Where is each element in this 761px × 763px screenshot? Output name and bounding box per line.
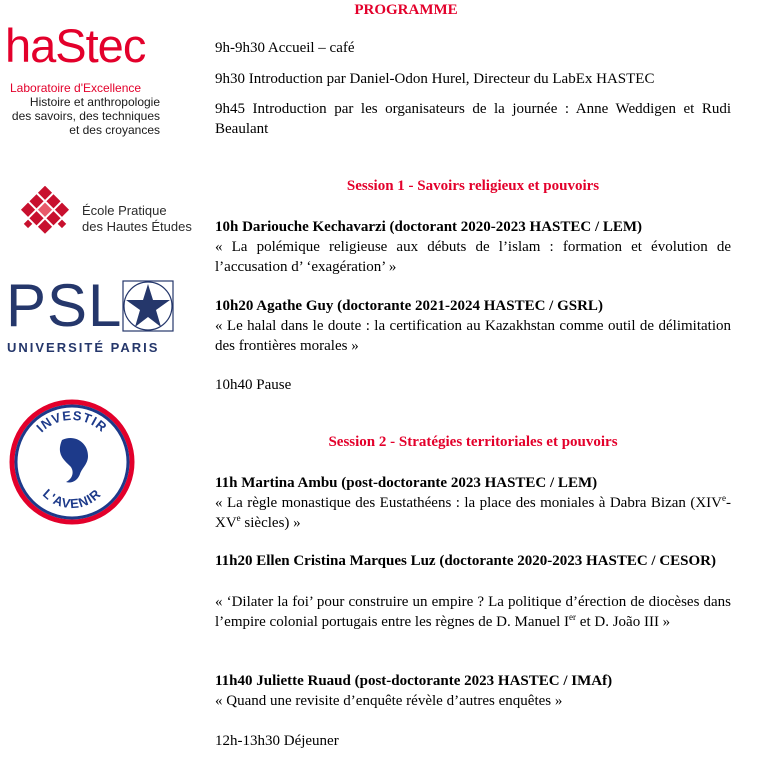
talk-speaker: 10h Dariouche Kechavarzi (doctorant 2020-2023 HASTEC / LEM) [215,219,643,235]
talk-title: « ‘Dilater la foi’ pour construire un empire ? La politique d’érection de diocèses dans l’empire colonial portugais entre les règnes de D. Manuel Ier et D. João III » [215,594,731,630]
ephe-logo-icon [17,186,73,242]
session-1-heading: Session 1 - Savoirs religieux et pouvoirs [346,178,600,194]
psl-logo: PSL [6,272,123,339]
session-2-heading: Session 2 - Stratégies territoriales et pouvoirs [328,434,618,450]
schedule-item-lunch: 12h-13h30 Déjeuner [215,733,339,749]
svg-text:INVESTIR: INVESTIR [33,407,111,436]
psl-subtitle: UNIVERSITÉ PARIS [7,340,160,355]
hastec-tagline-1: Laboratoire d'Excellence [10,81,142,95]
ephe-logo-text: École Pratique des Hautes Études [82,203,192,234]
page-title: PROGRAMME [354,2,458,18]
hastec-tagline: Histoire et anthropologie des savoirs, des techniques et des croyances [11,95,160,137]
talk-speaker: 11h Martina Ambu (post-doctorante 2023 HASTEC / LEM) [215,475,598,491]
logo-column [0,0,200,763]
talk-speaker: 10h20 Agathe Guy (doctorante 2021-2024 HASTEC / GSRL) [215,298,603,314]
talk-speaker: 11h20 Ellen Cristina Marques Luz (doctorante 2020-2023 HASTEC / CESOR) [215,553,716,569]
schedule-item-intro-director: 9h30 Introduction par Daniel-Odon Hurel, Directeur du LabEx HASTEC [215,71,655,87]
schedule-item-pause: 10h40 Pause [215,377,292,393]
schedule-item-welcome: 9h-9h30 Accueil – café [215,40,355,56]
talk-title: « La règle monastique des Eustathéens : la place des moniales à Dabra Bizan (XIVe-XVe siècles) » [215,493,731,531]
schedule-item-intro-organisers: 9h45 Introduction par les organisateurs de la journée : Anne Weddigen et Rudi Beaulant [215,101,731,137]
talk-title: « Quand une revisite d’enquête révèle d’autres enquêtes » [215,693,563,709]
talk-title: « La polémique religieuse aux débuts de l’islam : formation et évolution de l’accusation d’ ‘exagération’ » [215,239,731,275]
talk-speaker: 11h40 Juliette Ruaud (post-doctorante 2023 HASTEC / IMAf) [215,673,613,689]
hastec-logo: haStec [5,19,146,72]
psl-star-icon [122,280,174,332]
talk-title: « Le halal dans le doute : la certification au Kazakhstan comme outil de délimitation des frontières morales » [215,318,731,354]
svg-text:L'AVENIR: L'AVENIR [40,485,105,512]
investir-avenir-logo-icon [8,398,136,526]
